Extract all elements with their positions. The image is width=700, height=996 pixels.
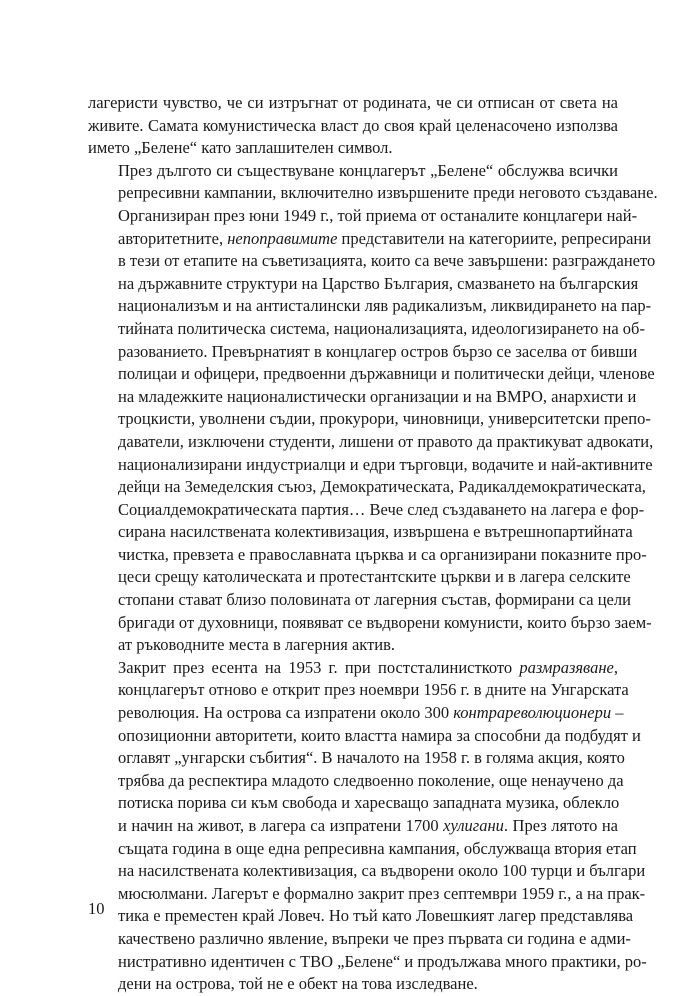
text-line: мюсюлмани. Лагерът е формално закрит през септември 1959 г., а на прак- [118,883,646,903]
text-line: авторитетните, непоправимите представители на категориите, репресирани [118,228,652,248]
text-line: опозиционни авторитети, които властта намира за способни да подбудят и [118,725,641,745]
text-line: стопани стават близо половината от лагерния състав, формирани са цели [118,590,631,610]
text-line: революция. На острова са изпратени около 300 контрареволюционери – [118,703,624,723]
text-line: потиска порива си към свобода и харесващо западната музика, облекло [118,793,620,813]
text-line: Социалдемократическата партия… Вече след създаването на лагера е фор- [118,499,645,519]
text-line: чистка, превзета е православната църква и са организирани показните про- [118,544,647,564]
text-line: бригади от духовници, появяват се въдворени комунисти, които бързо заем- [118,612,652,632]
page-number: 10 [88,899,105,918]
text-line: оглавят „унгарски събития“. В началото на 1958 г. в голяма акция, която [118,748,625,768]
text-line: През дългото си съществуване концлагерът „Белене“ обслужва всички [118,160,618,180]
paragraph-p1 [88,92,618,160]
text-line: даватели, изключени студенти, лишени от правото да практикуват адвокати, [118,431,654,451]
text-line: на младежките националистически организации и на ВМРО, анархисти и [118,386,637,406]
text-line: на насилствената колективизация, са въдворени около 100 турци и българи [118,861,646,881]
paragraph-p3 [88,657,647,996]
text-line: в тези от етапите на съветизацията, които са вече завършени: разграждането [118,251,656,271]
text-line: Закрит през есента на 1953 г. при постсталинисткото размразяване, [118,657,618,677]
text-line: дейци на Земеделския съюз, Демократическата, Радикалдемократическата, [118,477,646,497]
text-line: ат ръководните места в лагерния актив. [118,635,396,655]
text-line: репресивни кампании, включително извършените преди неговото създаване. [118,183,658,203]
text-line: живите. Самата комунистическа власт до своя край целенасочено използва [88,115,618,135]
text-line: полицаи и офицери, предвоенни държавници и политически дейци, членове [118,364,655,384]
text-line: концлагерът отново е открит през ноември 1956 г. в дните на Унгарската [118,680,629,700]
text-line: трябва да респектира младото следвоенно поколение, още ненаучено да [118,770,624,790]
text-line: лагеристи чувство, че си изтръгнат от родината, че си отписан от света на [88,93,618,112]
text-line: тика е преместен край Ловеч. Но тъй като Ловешкият лагер представлява [118,906,634,926]
text-line: на държавните структури на Царство България, смазването на българския [118,273,639,293]
text-line: Организиран през юни 1949 г., той приема от останалите концлагери най- [118,205,638,225]
text-line: разованието. Превърнатият в концлагер остров бързо се заселва от бивши [118,341,638,361]
text-line: и начин на живот, в лагера са изпратени 1700 хулигани. През лятото на [118,816,618,835]
text-line: национализирани индустриалци и едри търговци, водачите и най-активните [118,454,653,474]
text-line: сирана насилствената колективизация, извършена е вътрешнопартийната [118,522,633,542]
text-line: троцкисти, уволнени съдии, прокурори, чиновници, университетски препо- [118,409,651,429]
text-line: същата година в още една репресивна кампания, обслужваща втория етап [118,838,637,858]
text-line: нистративно идентичен с ТВО „Белене“ и продължава много практики, ро- [118,951,647,971]
text-line: качествено различно явление, въпреки че през първата си година е адми- [118,928,631,948]
text-line: тийната политическа система, национализацията, идеологизирането на об- [118,318,645,338]
text-line: цеси срещу католическата и протестантските църкви и в лагера селските [118,567,631,587]
page-body [88,92,658,996]
text-line: дени на острова, той не е обект на това изследване. [118,974,478,994]
text-line: името „Белене“ като заплашителен символ. [88,138,393,158]
paragraph-p2 [88,160,658,657]
text-line: национализъм и на антисталински ляв радикализъм, ликвидирането на пар- [118,296,652,316]
